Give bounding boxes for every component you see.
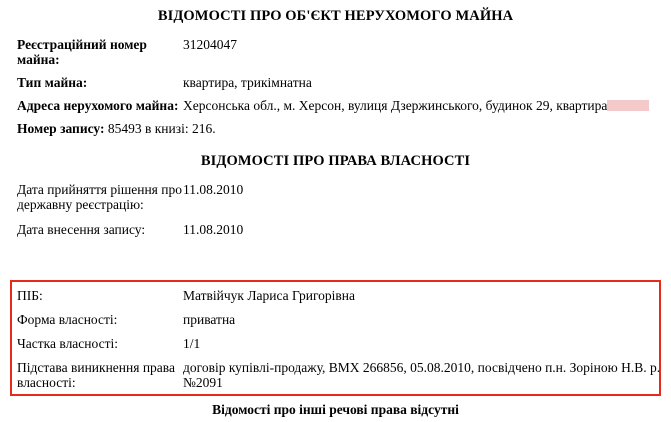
field-label: Тип майна:	[17, 75, 88, 90]
record-number-line	[0, 121, 671, 137]
field-row-decision-date	[0, 182, 671, 212]
field-label: ПІБ:	[17, 288, 43, 303]
field-label: Дата прийняття рішення про державну реєстрацію:	[17, 182, 182, 212]
field-label: Дата внесення запису:	[17, 222, 146, 237]
field-value: Матвійчук Лариса Григорівна	[183, 288, 355, 303]
ownership-details-block	[0, 182, 671, 237]
record-number-label: Номер запису:	[17, 121, 105, 136]
field-row-owner-name	[0, 288, 671, 303]
field-label: Реєстраційний номер майна:	[17, 37, 147, 67]
owner-details-block	[0, 288, 671, 399]
field-label: Частка власності:	[17, 336, 118, 351]
field-value: 11.08.2010	[183, 222, 244, 237]
field-value: 31204047	[183, 37, 237, 52]
record-number-value: 85493 в книзі: 216.	[107, 121, 216, 136]
field-value-address	[183, 98, 671, 113]
field-row-ownership-basis	[0, 360, 671, 390]
field-row-ownership-share	[0, 336, 671, 351]
address-text: Херсонська обл., м. Херсон, вулиця Дзержинського, будинок 29, квартира	[183, 98, 608, 113]
footer-note: Відомості про інші речові права відсутні	[212, 402, 459, 417]
field-value: 11.08.2010	[183, 182, 244, 197]
field-value: договір купівлі-продажу, ВМХ 266856, 05.08.2010, посвідчено п.н. Зоріною Н.В. р.№2091	[183, 360, 661, 390]
field-value: квартира, трикімнатна	[183, 75, 312, 90]
field-row-property-type	[0, 75, 671, 90]
ownership-section-title: ВІДОМОСТІ ПРО ПРАВА ВЛАСНОСТІ	[200, 153, 471, 169]
field-row-ownership-form	[0, 312, 671, 327]
field-label: Форма власності:	[17, 312, 118, 327]
field-value: приватна	[183, 312, 236, 327]
field-label: Підстава виникнення права власності:	[17, 360, 175, 390]
field-label: Адреса нерухомого майна:	[17, 98, 179, 113]
field-row-registration-number	[0, 37, 671, 67]
field-value: 1/1	[183, 336, 201, 351]
object-details-block	[0, 37, 671, 137]
redaction-mark	[607, 100, 649, 111]
page-title: ВІДОМОСТІ ПРО ОБ'ЄКТ НЕРУХОМОГО МАЙНА	[157, 8, 514, 24]
field-row-entry-date	[0, 222, 671, 237]
document-page	[0, 8, 671, 422]
field-row-address	[0, 98, 671, 113]
